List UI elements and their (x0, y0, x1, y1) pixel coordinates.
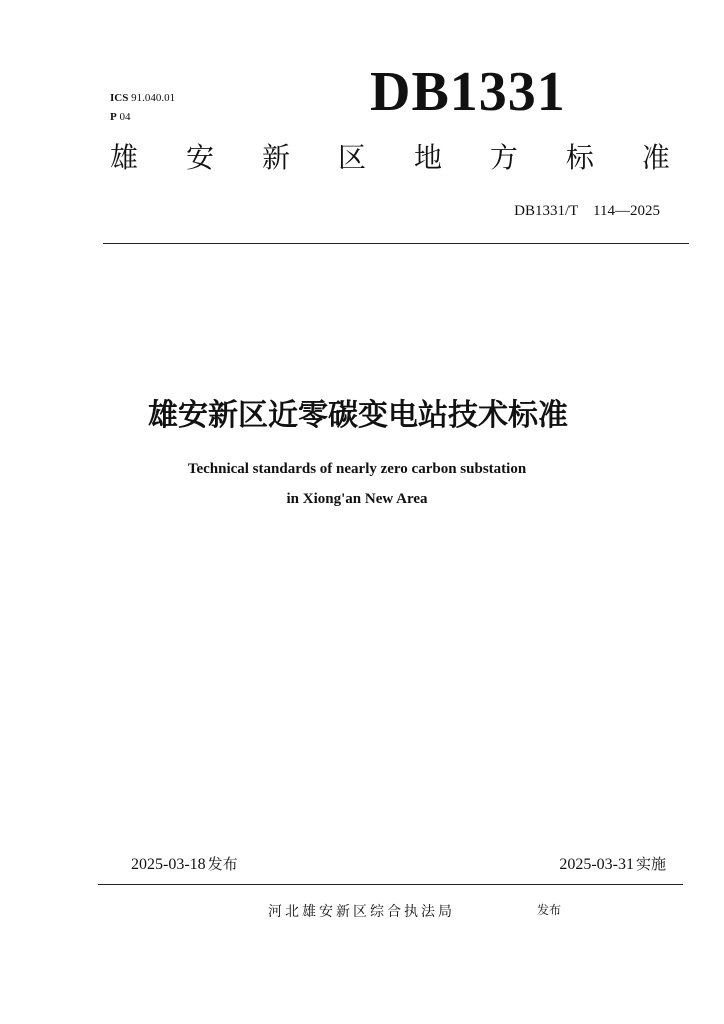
standard-code: DB1331 (370, 61, 566, 123)
standard-type-char: 区 (337, 141, 366, 174)
standard-type-char: 方 (489, 141, 518, 174)
ccs-code-line (110, 110, 130, 124)
ics-label: ICS (110, 92, 129, 104)
standard-type-char: 地 (413, 141, 442, 174)
ics-code-line (110, 91, 175, 105)
publish-label: 发布 (207, 855, 238, 873)
standard-type-char: 安 (185, 141, 214, 174)
publish-date-line (131, 853, 238, 876)
standard-type-char: 雄 (110, 141, 139, 174)
document-title-cn: 雄安新区近零碳变电站技术标准 (148, 398, 568, 433)
document-title-en-line2: in Xiong'an New Area (286, 491, 428, 507)
top-divider (103, 243, 689, 244)
standard-type-char: 标 (565, 141, 594, 174)
standard-type (110, 140, 670, 176)
bottom-divider (98, 884, 683, 885)
standard-number: DB1331/T 114—2025 (514, 203, 660, 219)
implement-date-line (559, 853, 666, 876)
ics-code: 91.040.01 (131, 92, 176, 104)
document-title-en-line1: Technical standards of nearly zero carbon substation (187, 461, 527, 477)
implement-label: 实施 (635, 855, 666, 873)
standard-type-char: 新 (261, 141, 290, 174)
ccs-label: P (110, 111, 117, 123)
issue-label: 发布 (537, 903, 562, 917)
publish-date: 2025-03-18 (131, 856, 206, 873)
implement-date: 2025-03-31 (559, 856, 634, 873)
ccs-code: 04 (119, 111, 131, 123)
issuer-name: 河北雄安新区综合执法局 (268, 904, 455, 920)
standard-type-char: 准 (641, 141, 670, 174)
